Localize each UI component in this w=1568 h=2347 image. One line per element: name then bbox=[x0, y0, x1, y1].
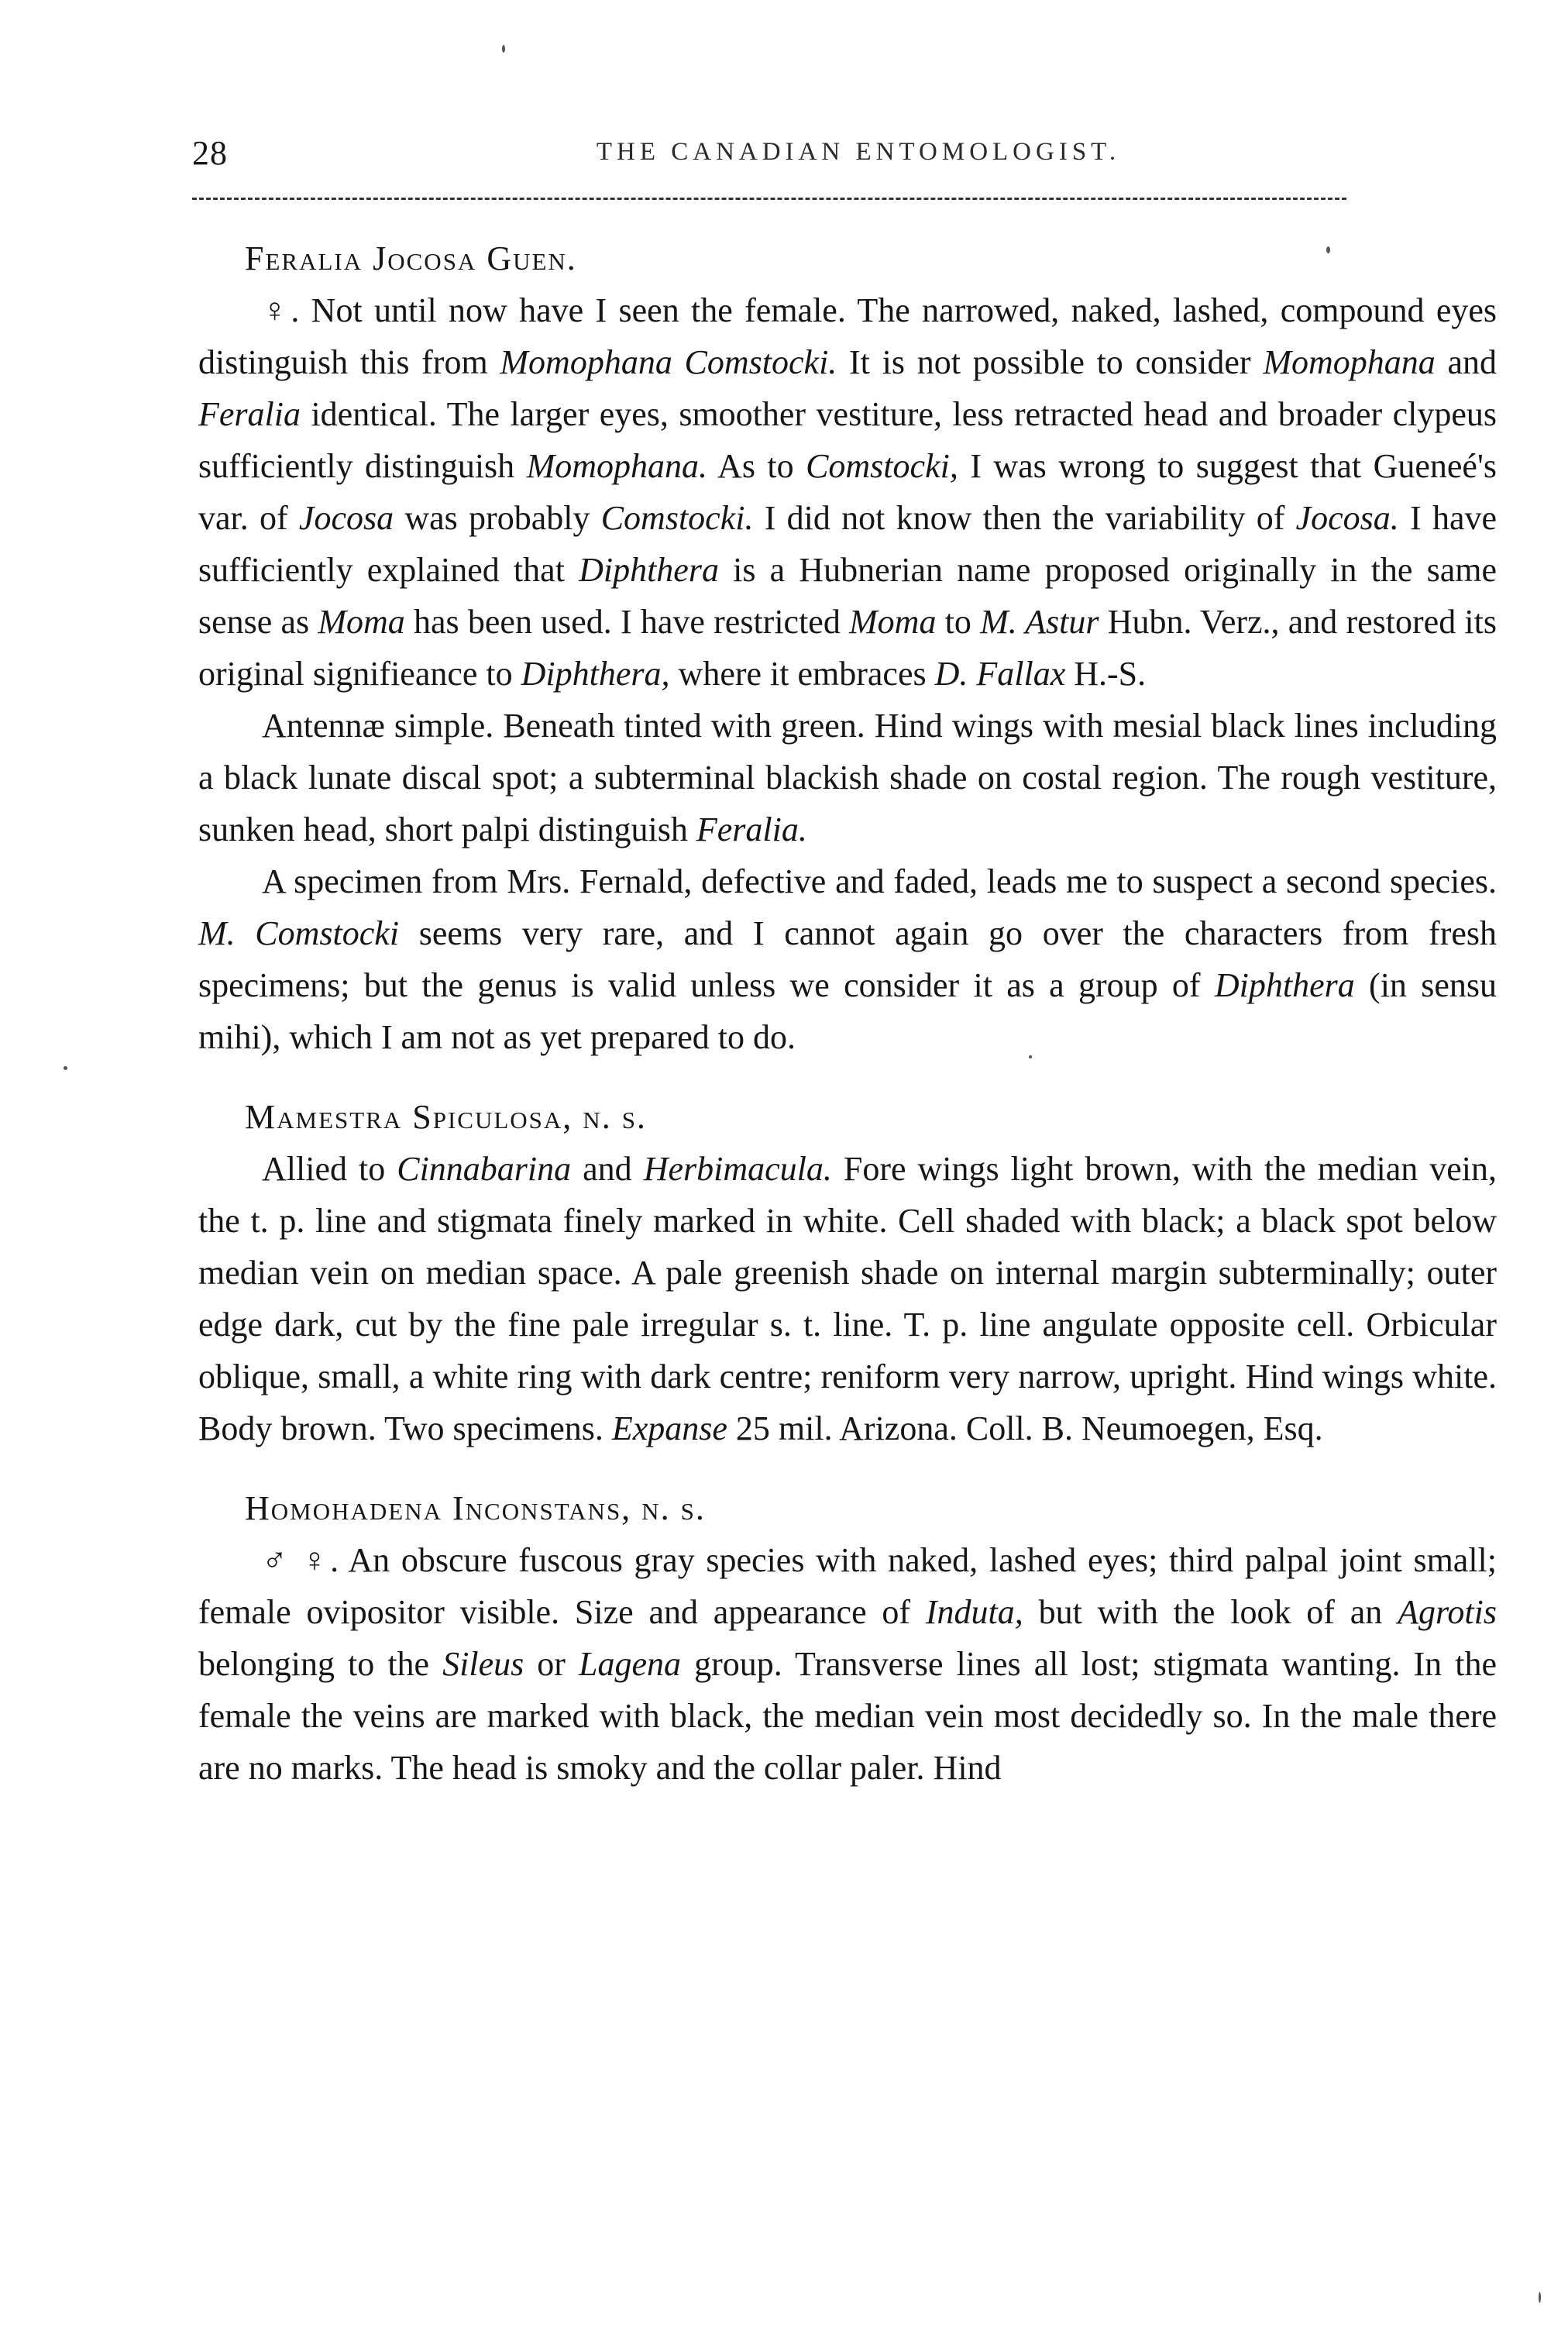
section-heading: Mamestra Spiculosa, n. s. bbox=[245, 1098, 647, 1136]
text-run: I have sufficiently explained that bbox=[198, 499, 1498, 589]
paragraph bbox=[198, 855, 1497, 1063]
header-rule bbox=[192, 198, 1346, 200]
text-run: and bbox=[1435, 343, 1497, 381]
italic-text: D. Fallax bbox=[934, 655, 1066, 693]
text-run: to bbox=[936, 603, 981, 641]
text-run: It is not possible to consider bbox=[837, 343, 1264, 381]
italic-text: Agrotis bbox=[1398, 1593, 1498, 1631]
journal-title: THE CANADIAN ENTOMOLOGIST. bbox=[596, 138, 1121, 166]
text-run: has been used. I have restricted bbox=[404, 603, 850, 641]
text-run: As to bbox=[707, 447, 806, 485]
text-run: ♀. Not until now have I seen the female. The narrowed, naked, lashed, compound eyes distinguish this from bbox=[198, 291, 1497, 381]
scan-speck bbox=[1539, 2292, 1541, 2303]
section-heading: Feralia Jocosa Guen. bbox=[245, 239, 577, 277]
text-run: where it embraces bbox=[669, 655, 935, 693]
text-run: group. Transverse lines all lost; stigmata wanting. In the female the veins are marked with black, the median vein most decidedly so. In the male there are no marks. The head is smoky and the collar paler. Hind bbox=[198, 1645, 1497, 1787]
scan-speck bbox=[1029, 1055, 1032, 1058]
italic-text: Induta, bbox=[925, 1593, 1023, 1631]
paragraph bbox=[198, 284, 1497, 700]
italic-text: Moma bbox=[318, 603, 405, 641]
text-run: was probably bbox=[394, 499, 601, 537]
italic-text: Jocosa. bbox=[1295, 499, 1399, 537]
text-run: A specimen from Mrs. Fernald, defective and faded, leads me to suspect a second species. bbox=[262, 862, 1497, 900]
text-run: but with the look of an bbox=[1023, 1593, 1398, 1631]
italic-text: Moma bbox=[849, 603, 937, 641]
text-run: Allied to bbox=[262, 1150, 397, 1188]
italic-text: Diphthera, bbox=[521, 655, 670, 693]
italic-text: Cinnabarina bbox=[397, 1150, 572, 1188]
italic-text: M. Astur bbox=[980, 603, 1099, 641]
text-run: H.-S. bbox=[1065, 655, 1147, 693]
scan-speck bbox=[502, 45, 505, 53]
page-number: 28 bbox=[192, 134, 228, 172]
italic-text: Diphthera bbox=[1214, 966, 1355, 1004]
text-run: Hubn. Verz., and restored its original signifieance to bbox=[198, 603, 1497, 693]
text-run: ♂ ♀. An obscure fuscous gray species with naked, lashed eyes; third palpal joint small; female ovipositor visible. Size and appearance of bbox=[198, 1541, 1497, 1631]
italic-text: Comstocki. bbox=[600, 499, 754, 537]
running-head bbox=[192, 133, 1525, 180]
text-run: 25 mil. Arizona. Coll. B. Neumoegen, Esq. bbox=[727, 1409, 1323, 1447]
italic-text: Jocosa bbox=[298, 499, 394, 537]
text-run: belonging to the bbox=[198, 1645, 443, 1683]
italic-text: Expanse bbox=[611, 1409, 727, 1447]
text-run: and bbox=[571, 1150, 644, 1188]
text-run: identical. The larger eyes, smoother vestiture, less retracted head and broader clypeus sufficiently distinguish bbox=[198, 395, 1497, 485]
paragraph bbox=[198, 1534, 1497, 1794]
text-run: (in sensu mihi), which I am not as yet prepared to do. bbox=[198, 966, 1498, 1056]
scan-speck bbox=[1326, 246, 1330, 253]
text-run: Fore wings light brown, with the median vein, the t. p. line and stigmata finely marked in white. Cell shaded with black; a black spot below median vein on median space. A pale greenish shade on internal margin subterminally; outer edge dark, cut by the fine pale irregular s. t. line. T. p. line angulate opposite cell. Orbicular oblique, small, a white ring with dark centre; reniform very narrow, upright. Hind wings white. Body brown. Two specimens. bbox=[198, 1150, 1498, 1447]
text-run: I did not know then the variability of bbox=[753, 499, 1296, 537]
text-run: is a Hubnerian name proposed originally in the same sense as bbox=[198, 551, 1498, 641]
paragraph bbox=[198, 1143, 1497, 1454]
scan-speck bbox=[64, 1066, 67, 1070]
text-run: I was wrong to suggest that Gueneé's var. of bbox=[198, 447, 1498, 537]
italic-text: M. Comstocki bbox=[198, 914, 400, 952]
text-run: Antennæ simple. Beneath tinted with green. Hind wings with mesial black lines including a black lunate discal spot; a subterminal blackish shade on costal region. The rough vestiture, sunken head, short palpi distinguish bbox=[198, 707, 1497, 848]
body-text bbox=[198, 232, 1497, 1794]
paragraph bbox=[198, 700, 1497, 855]
italic-text: Comstocki, bbox=[806, 447, 958, 485]
section-heading: Homohadena Inconstans, n. s. bbox=[245, 1489, 706, 1527]
italic-text: Feralia bbox=[198, 395, 301, 433]
italic-text: Momophana. bbox=[526, 447, 708, 485]
italic-text: Feralia. bbox=[696, 810, 807, 848]
italic-text: Momophana Comstocki. bbox=[500, 343, 837, 381]
italic-text: Momophana bbox=[1263, 343, 1436, 381]
italic-text: Herbimacula. bbox=[643, 1150, 832, 1188]
text-run: or bbox=[524, 1645, 579, 1683]
italic-text: Diphthera bbox=[579, 551, 719, 589]
italic-text: Sileus bbox=[442, 1645, 524, 1683]
italic-text: Lagena bbox=[579, 1645, 682, 1683]
text-run: seems very rare, and I cannot again go over the characters from fresh specimens; but the genus is valid unless we consider it as a group of bbox=[198, 914, 1498, 1004]
